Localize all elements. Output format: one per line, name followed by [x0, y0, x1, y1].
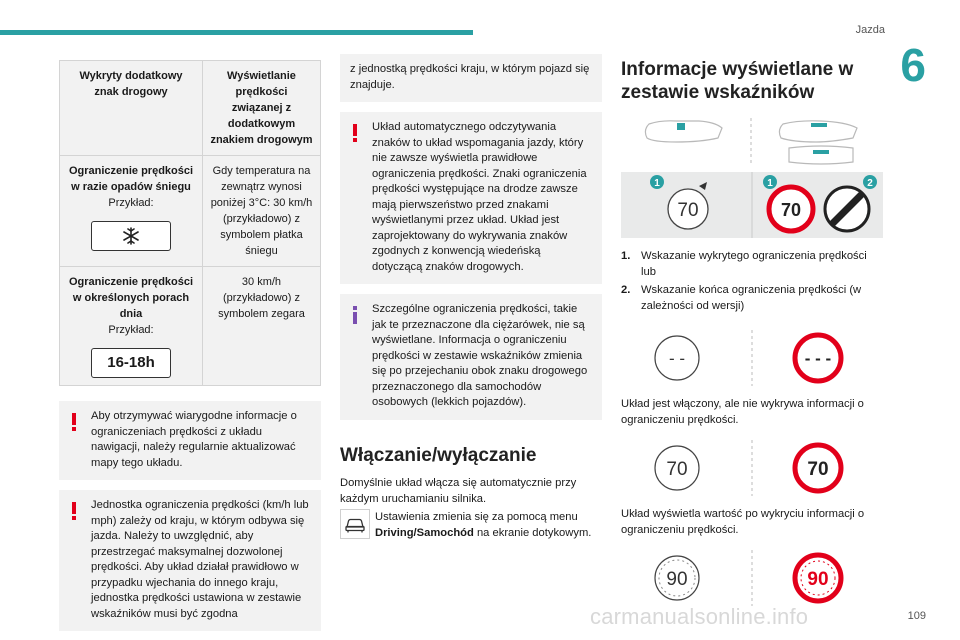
list-number: 1.	[621, 250, 631, 262]
no-limit-sign: - - -	[804, 349, 832, 368]
header-accent-bar	[0, 30, 473, 35]
snowflake-icon	[92, 222, 170, 250]
table-header-sign: Wykryty dodatkowy znak drogowy	[60, 61, 203, 156]
example-label: Przykład:	[108, 324, 154, 336]
state-detected	[621, 438, 883, 498]
badge-1-label: 1	[767, 178, 773, 189]
note-text: Aby otrzymywać wiarygodne informacje o ograniczeniach prędkości z układu nawigacji, należy regularnie aktualizować mapy tego układu.	[91, 410, 297, 469]
badge-2-label: 2	[867, 178, 873, 189]
warning-icon	[67, 502, 81, 520]
continued-note	[340, 54, 602, 102]
list-number: 2.	[621, 284, 631, 296]
table-cell-display: 30 km/h (przykładowo) z symbolem zegara	[203, 267, 321, 386]
warning-icon	[348, 124, 362, 142]
dashboard-outline-icon	[621, 118, 883, 166]
settings-suffix: na ekranie dotykowym.	[473, 526, 592, 539]
detected-limit-value: 90	[666, 569, 688, 590]
state-caption: Układ jest włączony, ale nie wykrywa informacji o ograniczeniu prędkości.	[621, 398, 864, 426]
warning-note	[340, 112, 602, 284]
display-illustration	[621, 172, 883, 238]
additional-sign-table	[59, 60, 321, 386]
state-no-info	[621, 328, 883, 388]
list-text: Wskazanie końca ograniczenia prędkości (w zależności od wersji)	[641, 284, 862, 312]
note-text: Szczególne ograniczenia prędkości, takie jak te przeznaczone dla ciężarówek, nie są wyświetlane. Informacja o ograniczeniu prędkości w zestawie wskaźników zmienia się po przejechaniu obok znaku drogowego przeznaczonego dla samochodów osobowych (lekkich pojazdów).	[372, 303, 588, 408]
table-cell-sign	[60, 267, 203, 386]
note-text: z jednostką prędkości kraju, w którym pojazd się znajduje.	[350, 63, 590, 91]
section-title: Jazda	[855, 24, 885, 36]
chapter-number: 6	[900, 39, 926, 91]
list-item	[621, 248, 883, 280]
detected-limit-value: 70	[677, 200, 699, 221]
watermark: carmanualsonline.info	[590, 604, 809, 629]
note-text: Jednostka ograniczenia prędkości (km/h lub mph) zależy od kraju, w którym odbywa się jazda. Należy to uwzględnić, aby przestrzegać maksymalnej dozwolonej prędkości. Aby układ działał prawidłowo w przypadku wjechania do innego kraju, jednostka prędkości ustawiona w zestawie wskaźników musi być zgodna	[91, 499, 309, 620]
car-icon	[340, 509, 370, 539]
settings-menu-name: Driving/Samochód	[375, 526, 474, 539]
section-text: Domyślnie układ włącza się automatycznie przy każdym uruchamianiu silnika.	[340, 476, 577, 505]
legend-list	[621, 248, 883, 314]
right-column	[621, 58, 883, 608]
snow-sign	[91, 221, 171, 251]
state-90	[621, 548, 883, 608]
warning-icon	[67, 413, 81, 431]
table-row	[60, 156, 321, 267]
right-heading: Informacje wyświetlane w zestawie wskaźników	[621, 59, 854, 103]
table-cell-sign	[60, 156, 203, 267]
limit-sign-value: 70	[807, 459, 829, 480]
page-number: 109	[907, 610, 926, 622]
note-text: Układ automatycznego odczytywania znaków to układ wspomagania jazdy, który nie zawsze wyświetla prawidłowe ograniczenia prędkości. Znaki ograniczenia prędkości występujące na drodze zawsze mają pierwszeństwo przed znakami wyświetlanymi przez układ. Układ jest zaprojektowany do wykrywania znaków zgodnych z konwencją wiedeńską dotyczącą znaków drogowych.	[372, 121, 587, 273]
example-label: Przykład:	[108, 197, 154, 209]
left-column	[59, 60, 321, 631]
warning-note	[59, 401, 321, 480]
middle-column	[340, 54, 602, 541]
limit-sign-value: 90	[807, 569, 829, 590]
dashboard-thumbnails	[621, 118, 883, 166]
table-row	[60, 267, 321, 386]
row-title: Ograniczenie prędkości w określonych porach dnia	[68, 276, 194, 320]
list-item	[621, 282, 883, 314]
state-caption: Układ wyświetla wartość po wykryciu informacji o ograniczeniu prędkości.	[621, 508, 865, 536]
section-heading: Włączanie/wyłączanie	[340, 444, 537, 466]
table-header-display: Wyświetlanie prędkości związanej z dodatkowym znakiem drogowym	[203, 61, 321, 156]
settings-instruction	[340, 509, 602, 541]
warning-note	[59, 490, 321, 631]
time-sign: 16-18h	[91, 348, 171, 378]
settings-prefix: Ustawienia zmienia się za pomocą menu	[375, 510, 578, 523]
info-note	[340, 294, 602, 420]
no-limit-dash: - -	[668, 349, 686, 368]
info-icon	[348, 306, 362, 324]
limit-sign-value: 70	[780, 200, 802, 220]
end-of-limit-icon	[825, 187, 869, 231]
row-title: Ograniczenie prędkości w razie opadów śniegu	[68, 165, 194, 193]
table-cell-display: Gdy temperatura na zewnątrz wynosi poniżej 3°C: 30 km/h (przykładowo) z symbolem płatka śniegu	[203, 156, 321, 267]
list-text: Wskazanie wykrytego ograniczenia prędkości lub	[641, 250, 867, 278]
detected-limit-value: 70	[666, 459, 688, 480]
badge-1-label: 1	[654, 178, 660, 189]
